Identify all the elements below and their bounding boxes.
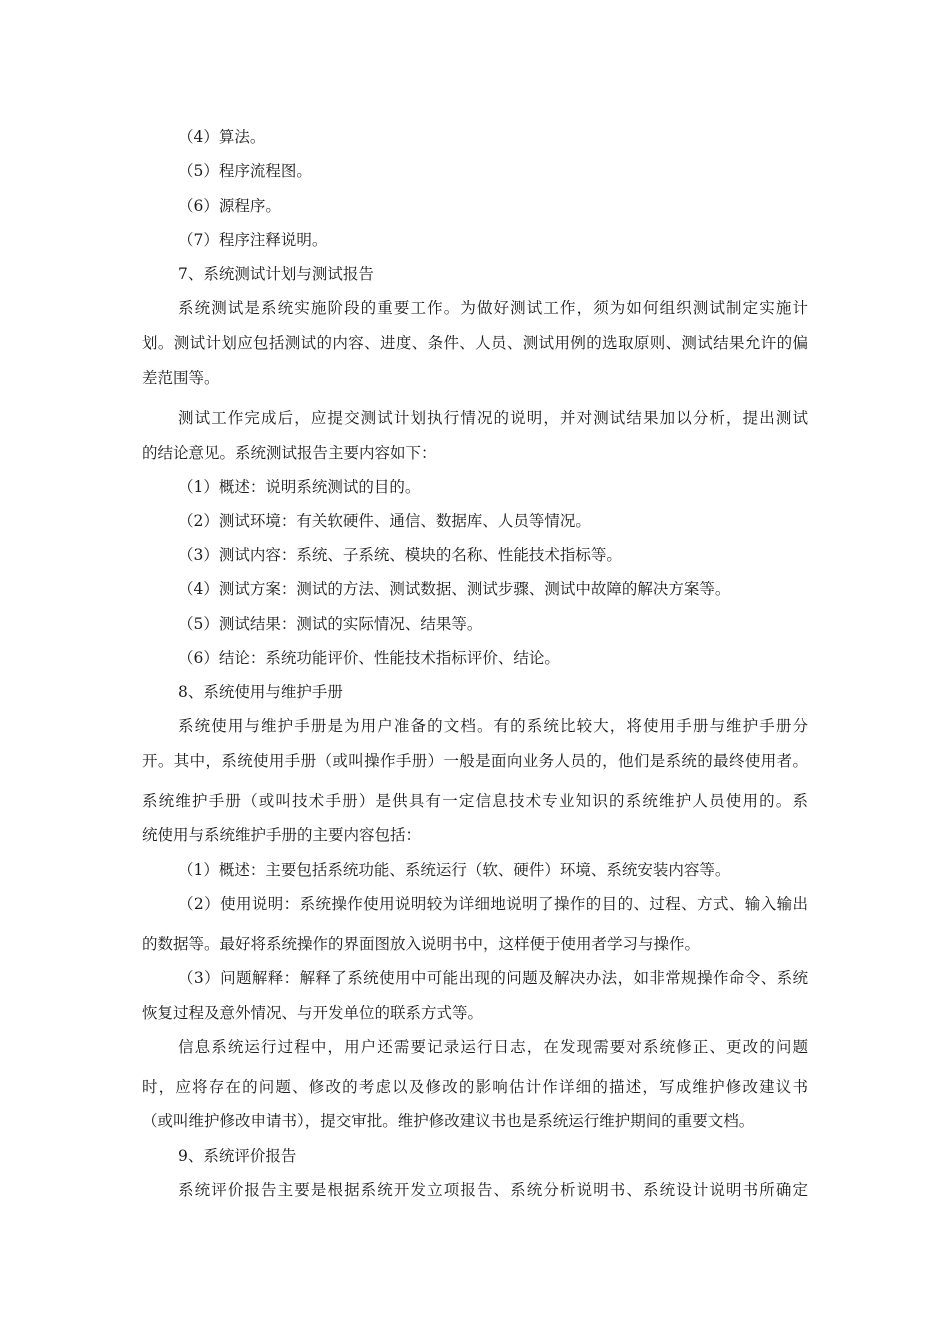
list-item-source-code: （6）源程序。 (178, 197, 281, 215)
paragraph-line: 统使用与系统维护手册的主要内容包括： (142, 826, 422, 844)
paragraph-line: 开。其中，系统使用手册（或叫操作手册）一般是面向业务人员的，他们是系统的最终使用者。 (142, 752, 808, 770)
list-item-algorithm: （4）算法。 (178, 128, 266, 146)
paragraph-line: 系统维护手册（或叫技术手册）是供具有一定信息技术专业知识的系统维护人员使用的。系 (142, 792, 808, 810)
list-item: （5）测试结果：测试的实际情况、结果等。 (178, 615, 483, 633)
list-item-comments: （7）程序注释说明。 (178, 231, 328, 249)
list-item: （2）测试环境：有关软硬件、通信、数据库、人员等情况。 (178, 512, 591, 530)
paragraph-line: 测试工作完成后，应提交测试计划执行情况的说明，并对测试结果加以分析，提出测试 (178, 409, 808, 427)
paragraph-line: （3）问题解释：解释了系统使用中可能出现的问题及解决办法，如非常规操作命令、系统 (178, 969, 808, 987)
list-item-flowchart: （5）程序流程图。 (178, 162, 312, 180)
paragraph-line: 信息系统运行过程中，用户还需要记录运行日志，在发现需要对系统修正、更改的问题 (178, 1038, 808, 1056)
section-heading-test-plan: 7、系统测试计划与测试报告 (178, 265, 374, 283)
paragraph-line: 的结论意见。系统测试报告主要内容如下： (142, 444, 437, 462)
list-item: （4）测试方案：测试的方法、测试数据、测试步骤、测试中故障的解决方案等。 (178, 580, 731, 598)
paragraph-line: 恢复过程及意外情况、与开发单位的联系方式等。 (142, 1004, 484, 1022)
paragraph-line: （或叫维护修改申请书），提交审批。维护修改建议书也是系统运行维护期间的重要文档。 (142, 1112, 755, 1130)
list-item: （1）概述：说明系统测试的目的。 (178, 478, 421, 496)
section-heading-evaluation: 9、系统评价报告 (178, 1147, 297, 1165)
list-item: （1）概述：主要包括系统功能、系统运行（软、硬件）环境、系统安装内容等。 (178, 861, 731, 879)
section-heading-user-manual: 8、系统使用与维护手册 (178, 683, 343, 701)
paragraph-line: 差范围等。 (142, 369, 220, 387)
paragraph-line: 系统评价报告主要是根据系统开发立项报告、系统分析说明书、系统设计说明书所确定 (178, 1181, 808, 1199)
paragraph-line: 划。测试计划应包括测试的内容、进度、条件、人员、测试用例的选取原则、测试结果允许的偏 (142, 334, 808, 352)
list-item: （6）结论：系统功能评价、性能技术指标评价、结论。 (178, 649, 560, 667)
list-item: （3）测试内容：系统、子系统、模块的名称、性能技术指标等。 (178, 546, 622, 564)
paragraph-line: （2）使用说明：系统操作使用说明较为详细地说明了操作的目的、过程、方式、输入输出 (178, 895, 808, 913)
paragraph-line: 系统使用与维护手册是为用户准备的文档。有的系统比较大，将使用手册与维护手册分 (178, 717, 808, 735)
paragraph-line: 时，应将存在的问题、修改的考虑以及修改的影响估计作详细的描述，写成维护修改建议书 (142, 1078, 808, 1096)
paragraph-line: 的数据等。最好将系统操作的界面图放入说明书中，这样便于使用者学习与操作。 (142, 935, 701, 953)
paragraph-line: 系统测试是系统实施阶段的重要工作。为做好测试工作，须为如何组织测试制定实施计 (178, 299, 808, 317)
